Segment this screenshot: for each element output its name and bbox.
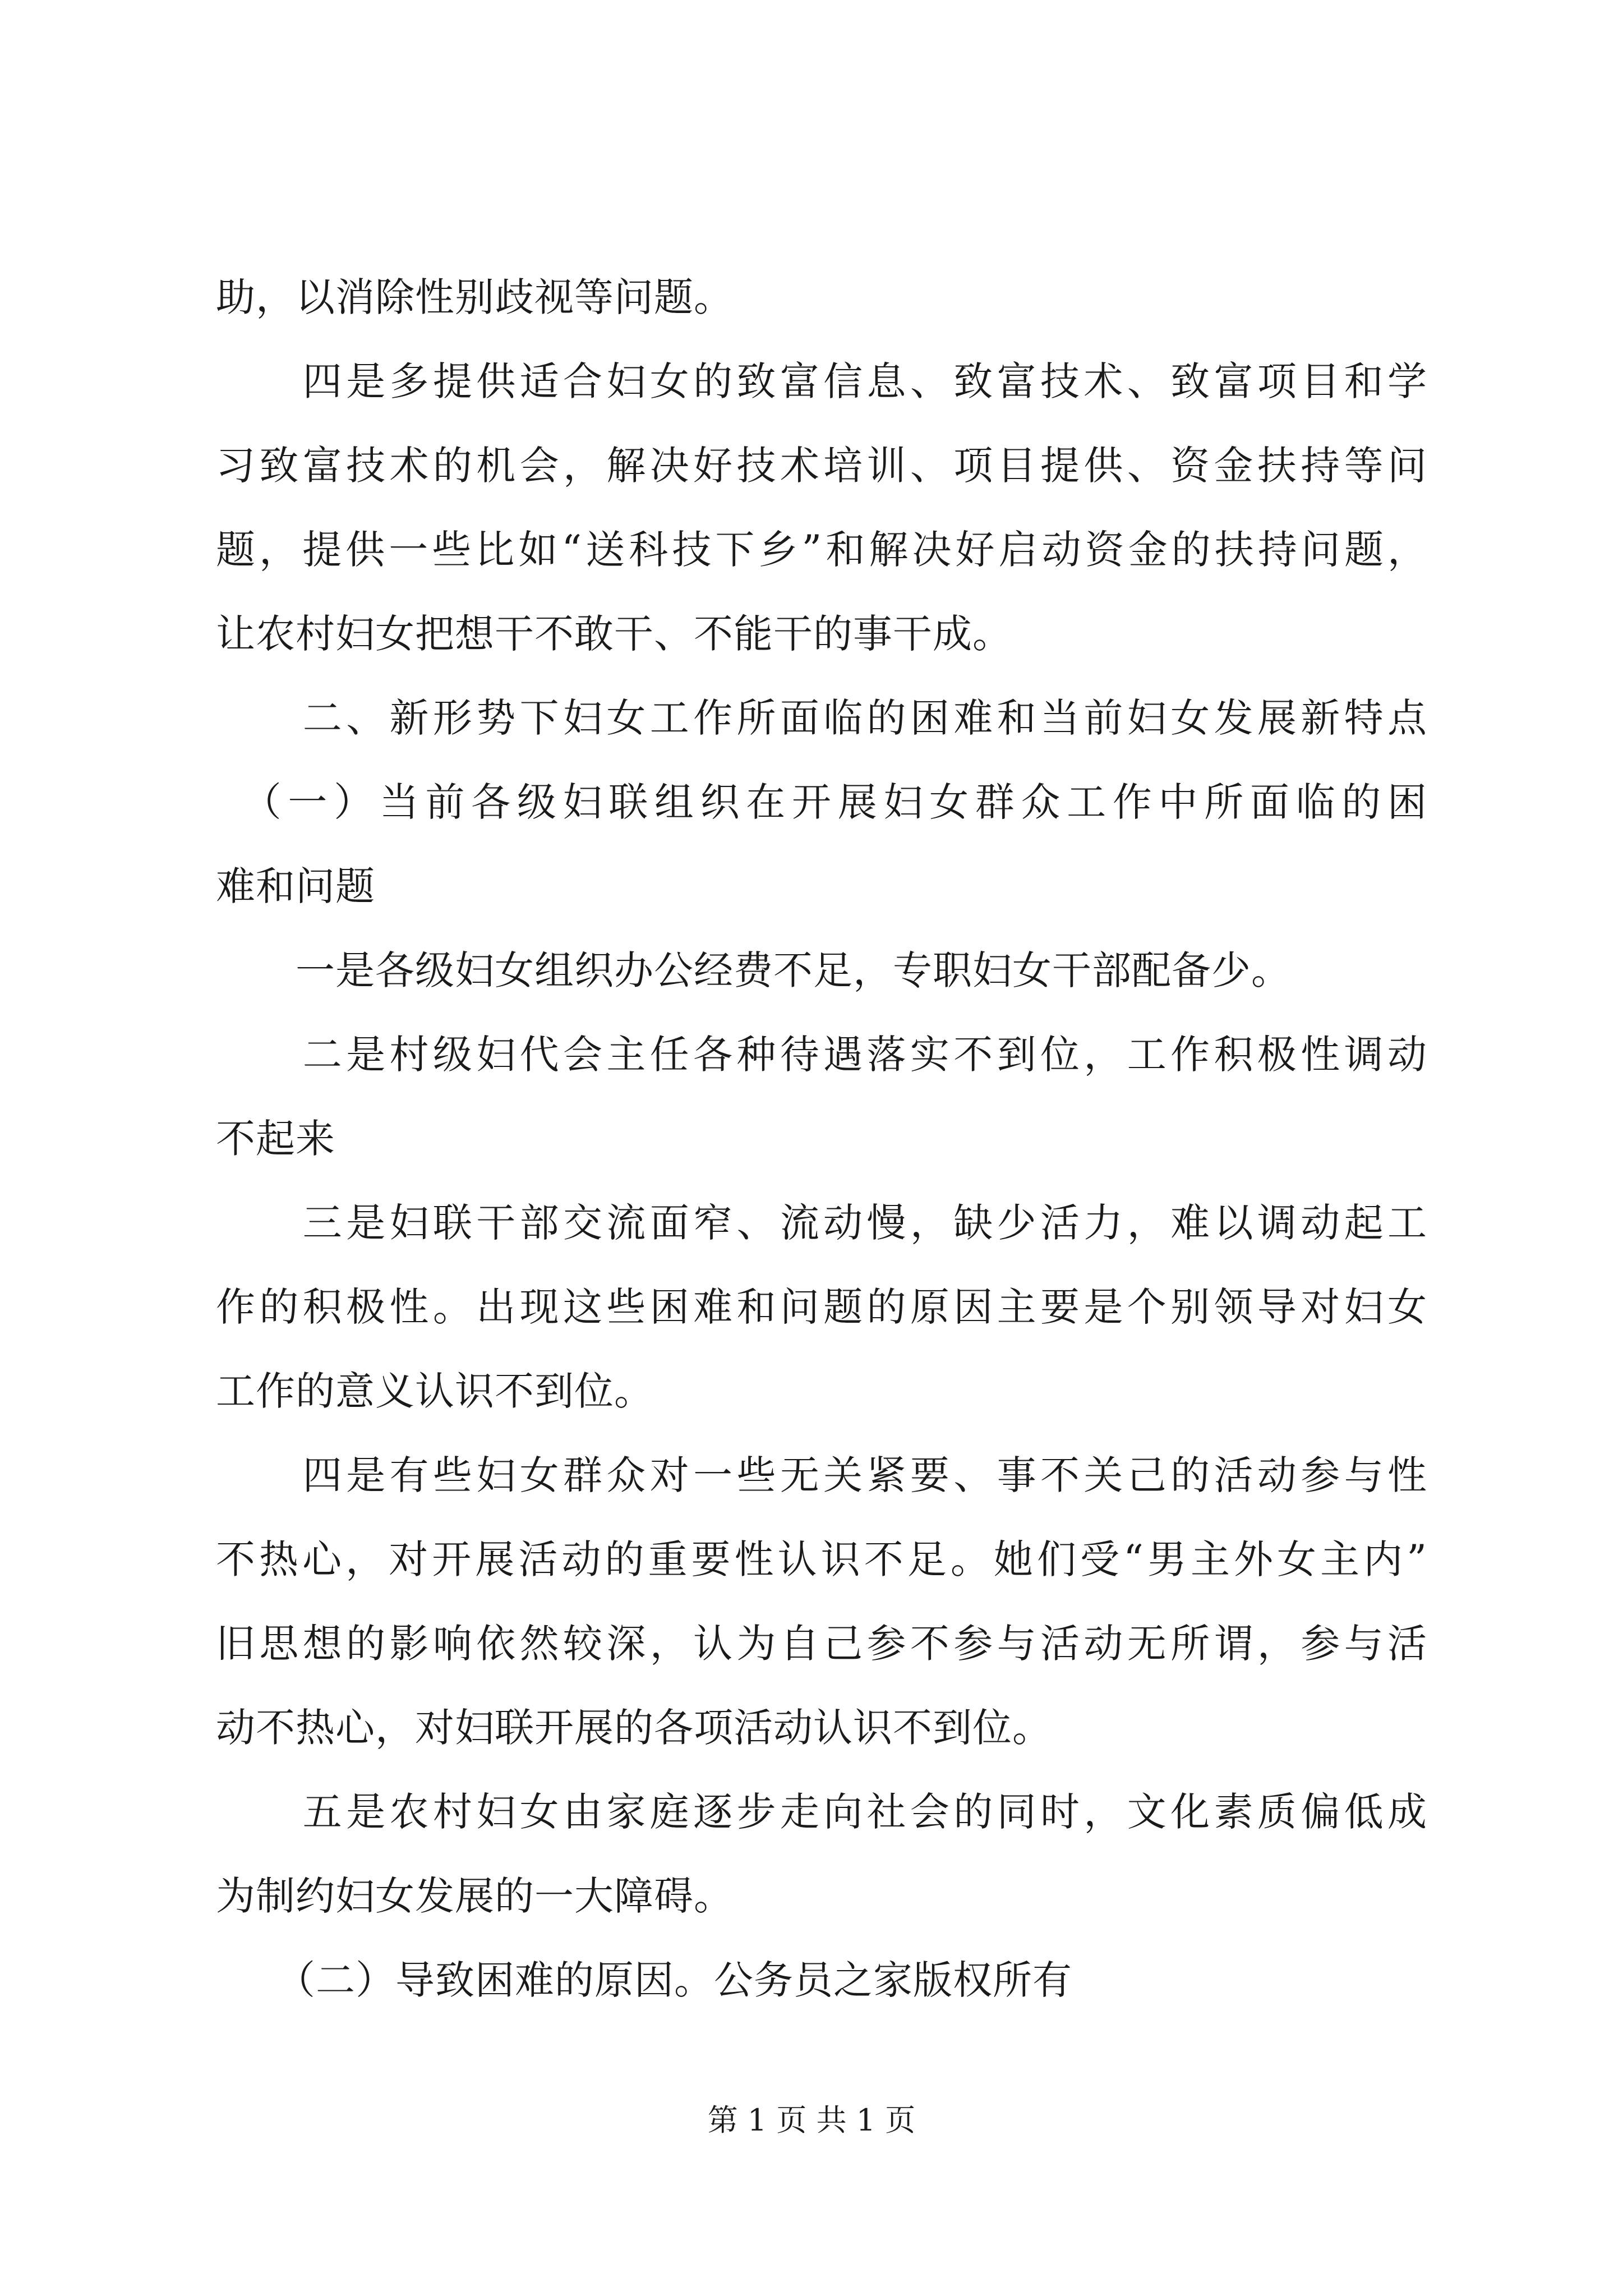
text-line: 不起来 <box>216 1116 335 1162</box>
text-line: 旧思想的影响依然较深，认为自己参不参与活动无所谓，参与活 <box>216 1621 1427 1667</box>
text-line: 作的积极性。出现这些困难和问题的原因主要是个别领导对妇女 <box>216 1284 1427 1330</box>
text-line: 四是多提供适合妇女的致富信息、致富技术、致富项目和学 <box>216 358 1427 404</box>
text-line: 一是各级妇女组织办公经费不足，专职妇女干部配备少。 <box>216 947 1291 993</box>
text-line: 让农村妇女把想干不敢干、不能干的事干成。 <box>216 611 1012 657</box>
text-line: （一）当前各级妇联组织在开展妇女群众工作中所面临的困 <box>216 779 1427 825</box>
text-line: 工作的意义认识不到位。 <box>216 1368 654 1414</box>
text-line: 四是有些妇女群众对一些无关紧要、事不关己的活动参与性 <box>216 1452 1427 1498</box>
page-footer: 第 1 页 共 1 页 <box>707 2102 916 2138</box>
text-line: 二、新形势下妇女工作所面临的困难和当前妇女发展新特点 <box>216 695 1427 741</box>
text-line: 为制约妇女发展的一大障碍。 <box>216 1873 734 1919</box>
text-line: 题，提供一些比如“送科技下乡”和解决好启动资金的扶持问题， <box>216 527 1427 573</box>
text-line: 难和问题 <box>216 863 375 909</box>
text-line: 不热心，对开展活动的重要性认识不足。她们受“男主外女主内” <box>216 1536 1427 1582</box>
text-line: 二是村级妇代会主任各种待遇落实不到位，工作积极性调动 <box>216 1032 1427 1078</box>
text-line: 三是妇联干部交流面窄、流动慢，缺少活力，难以调动起工 <box>216 1200 1427 1246</box>
text-line: （二）导致困难的原因。公务员之家版权所有 <box>216 1957 1072 2003</box>
text-line: 五是农村妇女由家庭逐步走向社会的同时，文化素质偏低成 <box>216 1789 1427 1835</box>
text-line: 动不热心，对妇联开展的各项活动认识不到位。 <box>216 1705 1052 1751</box>
text-line: 助，以消除性别歧视等问题。 <box>216 274 734 320</box>
text-line: 习致富技术的机会，解决好技术培训、项目提供、资金扶持等问 <box>216 443 1427 489</box>
